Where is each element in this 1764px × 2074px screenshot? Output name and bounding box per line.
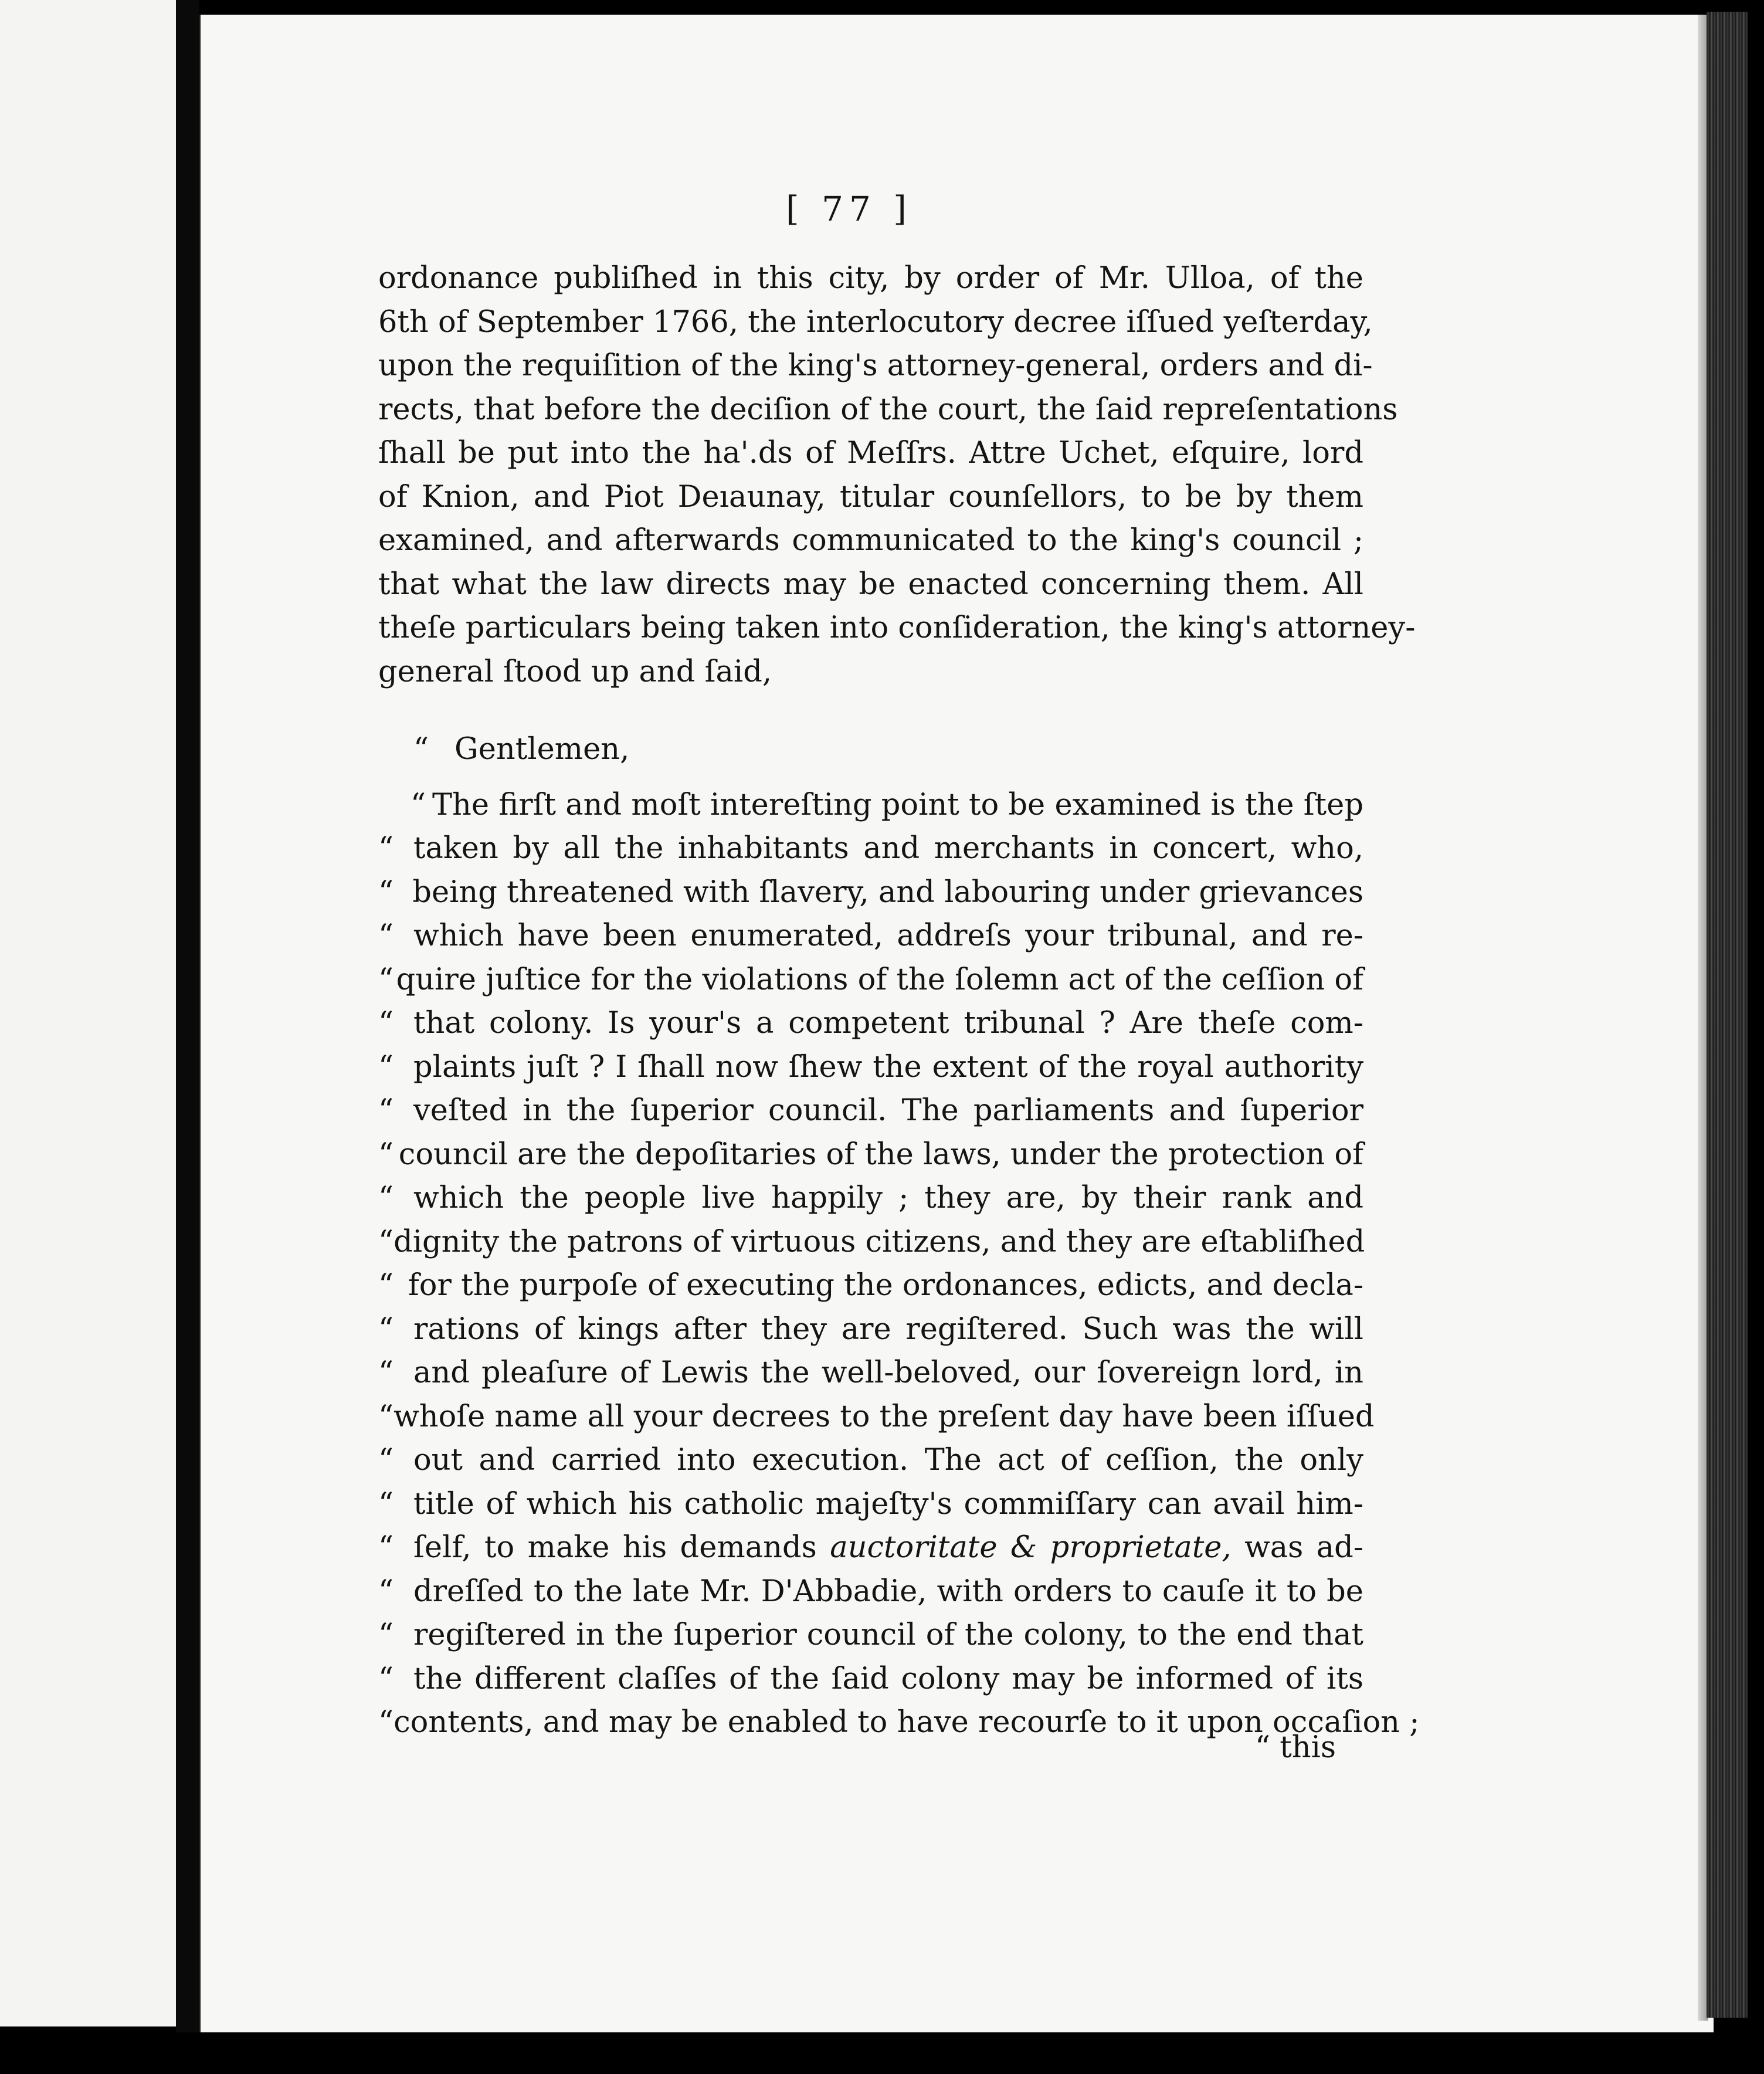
quote-text: veſted in the ſuperior council. The parliaments and ſuperior <box>413 1093 1363 1128</box>
text-line: upon the requiſition of the king's attorney-general, orders and di- <box>378 348 1373 383</box>
quote-line <box>378 1614 1363 1658</box>
latin-phrase: auctoritate & proprietate, <box>830 1530 1232 1565</box>
quote-line <box>378 1526 1363 1570</box>
quote-mark: “ <box>378 1312 394 1347</box>
page-number: [ 77 ] <box>786 189 912 229</box>
quote-line <box>378 1089 1363 1133</box>
quote-line <box>378 1308 1363 1352</box>
quote-line <box>378 1046 1363 1090</box>
quote-text: regiſtered in the ſuperior council of the colony, to the end that <box>413 1618 1363 1652</box>
quote-line <box>378 1221 1363 1265</box>
quote-line <box>378 914 1363 958</box>
salutation <box>378 728 1363 772</box>
quote-text: whoſe name all your decrees to the preſent day have been iſſued <box>393 1399 1375 1434</box>
quote-mark: “ <box>378 831 394 866</box>
quote-mark: “ <box>378 919 394 953</box>
quote-mark: “ <box>411 787 426 822</box>
quote-text: plaints juſt ? I ſhall now ſhew the extent of the royal authority <box>413 1049 1363 1085</box>
quote-mark: “ <box>378 1268 394 1303</box>
text-line: examined, and afterwards communicated to the king's council ; <box>378 523 1363 558</box>
text-line: theſe particulars being taken into conſideration, the king's attorney- <box>378 611 1416 645</box>
quote-mark: “ <box>378 1006 394 1041</box>
scan-border <box>0 2032 1764 2074</box>
text-line: ſhall be put into the ha'.ds of Meſſrs. Attre Uchet, eſquire, lord <box>378 436 1363 470</box>
quote-mark: “ <box>378 875 394 910</box>
quote-line <box>378 784 1363 828</box>
quote-mark: “ <box>378 1705 394 1740</box>
page-stack-edge <box>1707 12 1748 2018</box>
quote-mark: “ <box>378 1137 394 1172</box>
page-text <box>378 188 1420 1745</box>
quote-line <box>378 958 1363 1002</box>
quote-text: the different claſſes of the ſaid colony may be informed of its <box>413 1661 1363 1696</box>
quote-line <box>378 1264 1363 1308</box>
quote-mark: “ <box>378 962 394 997</box>
quote-line <box>378 1133 1363 1177</box>
text-line: ordonance publiſhed in this city, by order of Mr. Ulloa, of the <box>378 261 1363 296</box>
previous-page-edge <box>0 0 176 2026</box>
quote-line <box>378 1177 1363 1221</box>
text-line: general ſtood up and ſaid, <box>378 654 772 689</box>
quote-mark: “ <box>378 1486 394 1521</box>
quote-line <box>378 871 1363 915</box>
quote-text: taken by all the inhabitants and merchants in concert, who, <box>413 831 1363 866</box>
quote-text: was ad- <box>1244 1530 1364 1565</box>
text-line: rects, that before the deciſion of the court, the ſaid repreſentations <box>378 392 1398 427</box>
catchword: “ this <box>1255 1730 1336 1765</box>
quote-line <box>378 1439 1363 1483</box>
quote-mark: “ <box>378 1181 394 1215</box>
quote-text: The firſt and moſt intereſting point to be examined is the ſtep <box>432 787 1363 822</box>
quote-mark: “ <box>378 1049 394 1085</box>
quote-text: which the people live happily ; they are, by their rank and <box>413 1181 1363 1215</box>
quote-text: ſelf, to make his demands <box>413 1530 817 1565</box>
quote-mark: “ <box>378 1661 394 1696</box>
quote-text: which have been enumerated, addreſs your tribunal, and re- <box>413 919 1363 953</box>
quote-text: council are the depoſitaries of the laws, under the protection of <box>398 1137 1363 1172</box>
quote-line <box>378 1483 1363 1527</box>
quote-mark: “ <box>378 1355 394 1390</box>
quote-text: that colony. Is your's a competent tribunal ? Are theſe com- <box>413 1006 1363 1041</box>
salutation-text: Gentlemen, <box>454 732 630 767</box>
quote-line <box>378 1570 1363 1614</box>
quote-text: contents, and may be enabled to have recourſe to it upon occaſion ; <box>393 1705 1420 1740</box>
quote-mark: “ <box>378 1399 394 1434</box>
text-line: 6th of September 1766, the interlocutory decree iſſued yeſterday, <box>378 304 1373 340</box>
quoted-speech <box>378 784 1420 1745</box>
quote-text: and pleaſure of Lewis the well-beloved, our ſovereign lord, in <box>413 1355 1363 1390</box>
quote-text-with-latin <box>413 1526 1363 1570</box>
quote-text: title of which his catholic majeſty's commiſſary can avail him- <box>413 1486 1363 1521</box>
paragraph <box>378 257 1416 694</box>
quote-line <box>378 1351 1363 1395</box>
quote-line <box>378 1658 1363 1702</box>
quote-text: out and carried into execution. The act of ceſſion, the only <box>413 1443 1363 1477</box>
quote-line <box>378 1395 1375 1439</box>
quote-mark: “ <box>378 1443 394 1477</box>
quote-mark: “ <box>378 1530 394 1565</box>
quote-text: quire juſtice for the violations of the ſolemn act of the ceſſion of <box>396 962 1363 997</box>
quote-mark: “ <box>378 1093 394 1128</box>
text-line: that what the law directs may be enacted concerning them. All <box>378 567 1363 602</box>
quote-text: rations of kings after they are regiſtered. Such was the will <box>413 1312 1363 1347</box>
quote-text: for the purpoſe of executing the ordonances, edicts, and decla- <box>408 1268 1363 1303</box>
quote-mark: “ <box>378 1224 394 1259</box>
quote-mark: “ <box>413 732 429 767</box>
text-line: of Knion, and Piot Deıaunay, titular counſellors, to be by them <box>378 479 1363 514</box>
quote-line <box>378 827 1363 871</box>
quote-text: dreſſed to the late Mr. D'Abbadie, with orders to cauſe it to be <box>413 1574 1363 1609</box>
quote-line <box>378 1701 1420 1745</box>
quote-text: being threatened with ſlavery, and labouring under grievances <box>412 875 1363 910</box>
book-gutter <box>176 0 199 2074</box>
quote-text: dignity the patrons of virtuous citizens, and they are eſtabliſhed <box>393 1224 1365 1259</box>
quote-mark: “ <box>378 1618 394 1652</box>
quote-mark: “ <box>378 1574 394 1609</box>
quote-line <box>378 1002 1363 1046</box>
